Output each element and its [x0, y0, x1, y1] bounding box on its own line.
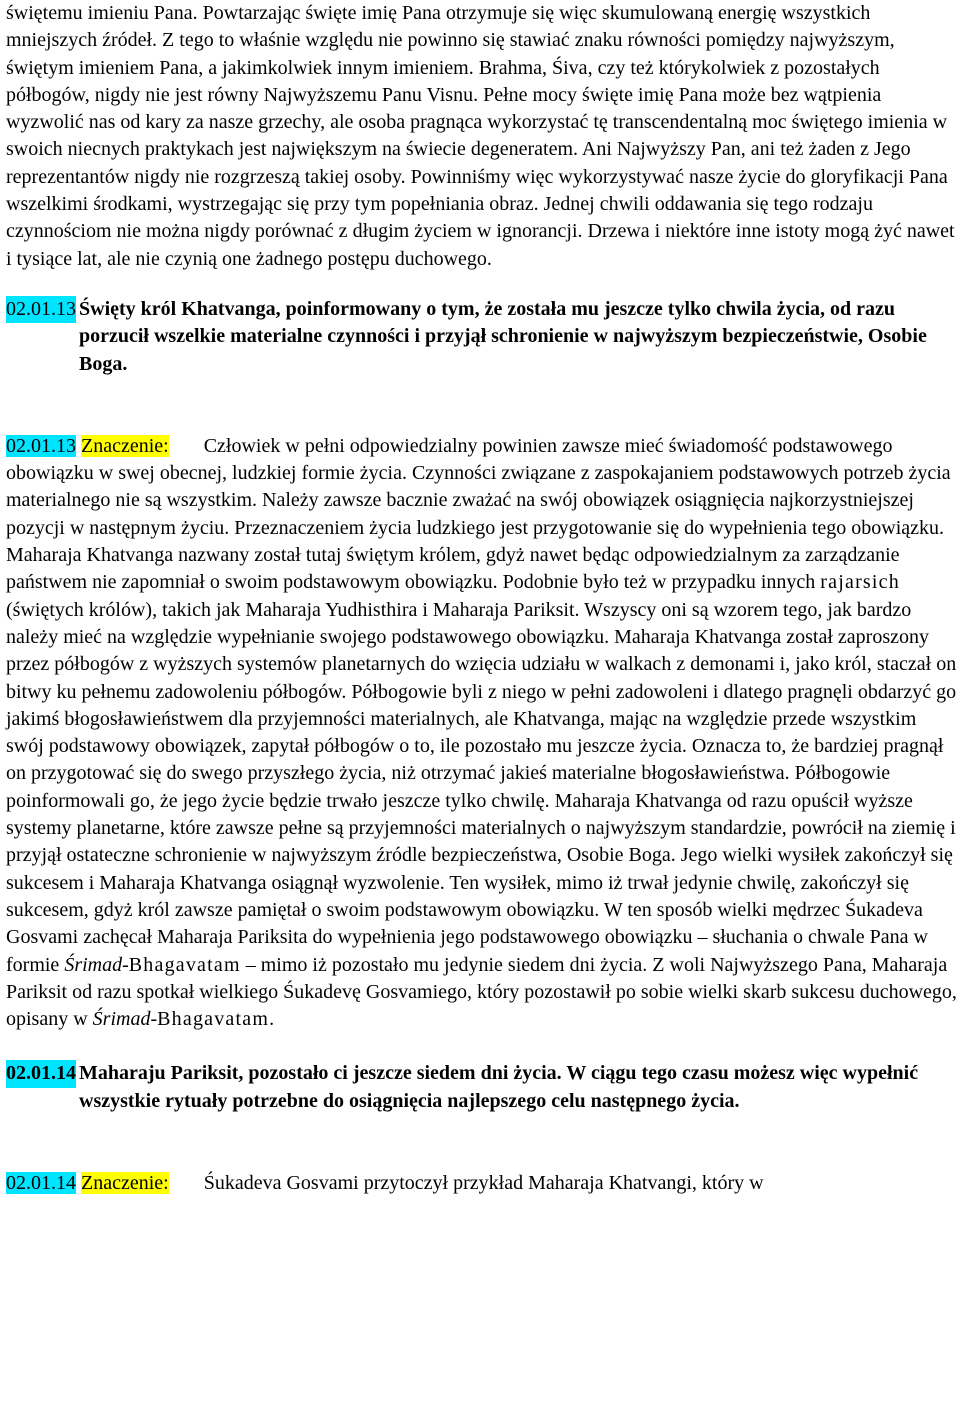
rajarsi-term: rajarsich — [820, 571, 900, 594]
bhagavatam-term: Bhagavatam — [128, 953, 241, 976]
document-page — [6, 0, 958, 1197]
meaning-text-part2: (świętych królów), takich jak Maharaja Yudhisthira i Maharaja Pariksit. Wszyscy oni są wzorem tego, jak bardzo należy mieć na względzie wypełnianie swojego podstawowego obowiązku. Maharaja Khatvanga został zaproszony przez półbogów z wyższych systemów planetarnych do wzięcia udziału w walkach z demonami i, jako król, staczał on bitwy ku pełnemu zadowoleniu półbogów. Półbogowie byli z niego w pełni zadowoleni i dlatego pragnęli obdarzyć go jakimś błogosławieństwem dla przyjemności materialnych, ale Khatvanga, mając na względzie przede wszystkim swój podstawowy obowiązek, zapytał półbogów o to, ile pozostało mu jeszcze życia. Oznacza to, że bardziej pragnął on przygotować się do swego przyszłego życia, niż otrzymać jakieś materialne błogosławieństwa. Półbogowie poinformowali go, że jego życie będzie trwało jeszcze tylko chwilę. Maharaja Khatvanga od razu opuścił wyższe systemy planetarne, które zawsze pełne są przyjemności materialnych o najwyższym standardzie, powrócił na ziemię i przyjął ostateczne schronienie w najwyższym źródle bezpieczeństwa, Osobie Boga. Jego wielki wysiłek zakończył się sukcesem i Maharaja Khatvanga osiągnął wyzwolenie. Ten wysiłek, mimo iż trwał jedynie chwilę, zakończył się sukcesem, gdyż król zawsze pamiętał o swoim podstawowym obowiązku. W ten sposób wielki mędrzec Śukadeva Gosvami zachęcał Maharaja Pariksita do wypełnienia jego podstawowego obowiązku – słuchania o chwale Pana w formie — [6, 598, 957, 976]
meaning-02-01-13 — [6, 433, 958, 1034]
meaning-reference: 02.01.14 — [6, 1171, 76, 1194]
meaning-reference: 02.01.13 — [6, 434, 76, 457]
srimad-term: Śrimad- — [92, 1008, 158, 1031]
verse-02-01-14 — [6, 1060, 958, 1115]
meaning-text-part1: Człowiek w pełni odpowiedzialny powinien zawsze mieć świadomość podstawowego obowiązku w swej obecnej, ludzkiej formie życia. Czynności związane z zaspokajaniem podstawowych potrzeb życia materialnego nie są wszystkim. Należy zawsze bacznie zważać na swój obowiązek osiągnięcia najkorzystniejszej pozycji w następnym życiu. Przeznaczeniem życia ludzkiego jest przygotowanie się do wypełnienia tego obowiązku. Maharaja Khatvanga nazwany został tutaj świętym królem, gdyż nawet będąc odpowiedzialnym za zarządzanie państwem nie zapomniał o swoim podstawowym obowiązku. Podobnie było też w przypadku innych — [6, 434, 951, 594]
verse-reference: 02.01.13 — [6, 296, 76, 323]
meaning-text-part4: . — [269, 1008, 275, 1031]
intro-paragraph: świętemu imieniu Pana. Powtarzając święte imię Pana otrzymuje się więc skumulowaną energię wszystkich mniejszych źródeł. Z tego to właśnie względu nie powinno się stawiać znaku równości pomiędzy najwyższym, świętym imieniem Pana, a jakimkolwiek innym imieniem. Brahma, Śiva, czy też którykolwiek z pozostałych półbogów, nigdy nie jest równy Najwyższemu Panu Visnu. Pełne mocy święte imię Pana może bez wątpienia wyzwolić nas od kary za nasze grzechy, ale osoba pragnąca wykorzystać tę transcendentalną moc świętego imienia w swoich niecnych praktykach jest największym na świecie degeneratem. Ani Najwyższy Pan, ani też żaden z Jego reprezentantów nigdy nie rozgrzeszą takiej osoby. Powinniśmy więc wykorzystywać nasze życie do gloryfikacji Pana wszelkimi środkami, wystrzegając się przy tym popełniania obraz. Jednej chwili oddawania się tego rodzaju czynnościom nie można nigdy porównać z długim życiem w ignorancji. Drzewa i niektóre inne istoty mogą żyć nawet i tysiące lat, ale nie czynią one żadnego postępu duchowego. — [6, 2, 955, 270]
meaning-text-part1: Śukadeva Gosvami przytoczył przykład Maharaja Khatvangi, który w — [203, 1171, 764, 1194]
bhagavatam-term: Bhagavatam — [157, 1008, 270, 1031]
meaning-02-01-14 — [6, 1170, 958, 1197]
meaning-label: Znaczenie: — [81, 434, 169, 457]
verse-02-01-13 — [6, 296, 958, 378]
meaning-text-part3: – mimo iż pozostało mu jedynie siedem dni życia. Z woli Najwyższego Pana, Maharaja Pariksit od razu spotkał wielkiego Śukadevę Gosvamiego, który pozostawił po sobie wielki skarb sukcesu duchowego, opisany w — [6, 953, 957, 1031]
verse-text: Święty król Khatvanga, poinformowany o tym, że została mu jeszcze tylko chwila życia, od razu porzucił wszelkie materialne czynności i przyjął schronienie w najwyższym bezpieczeństwie, Osobie Boga. — [79, 297, 927, 375]
verse-text: Maharaju Pariksit, pozostało ci jeszcze siedem dni życia. W ciągu tego czasu możesz więc wypełnić wszystkie rytuały potrzebne do osiągnięcia najlepszego celu następnego życia. — [79, 1062, 919, 1112]
meaning-label: Znaczenie: — [81, 1171, 169, 1194]
verse-reference: 02.01.14 — [6, 1060, 76, 1087]
srimad-term: Śrimad- — [64, 953, 129, 976]
